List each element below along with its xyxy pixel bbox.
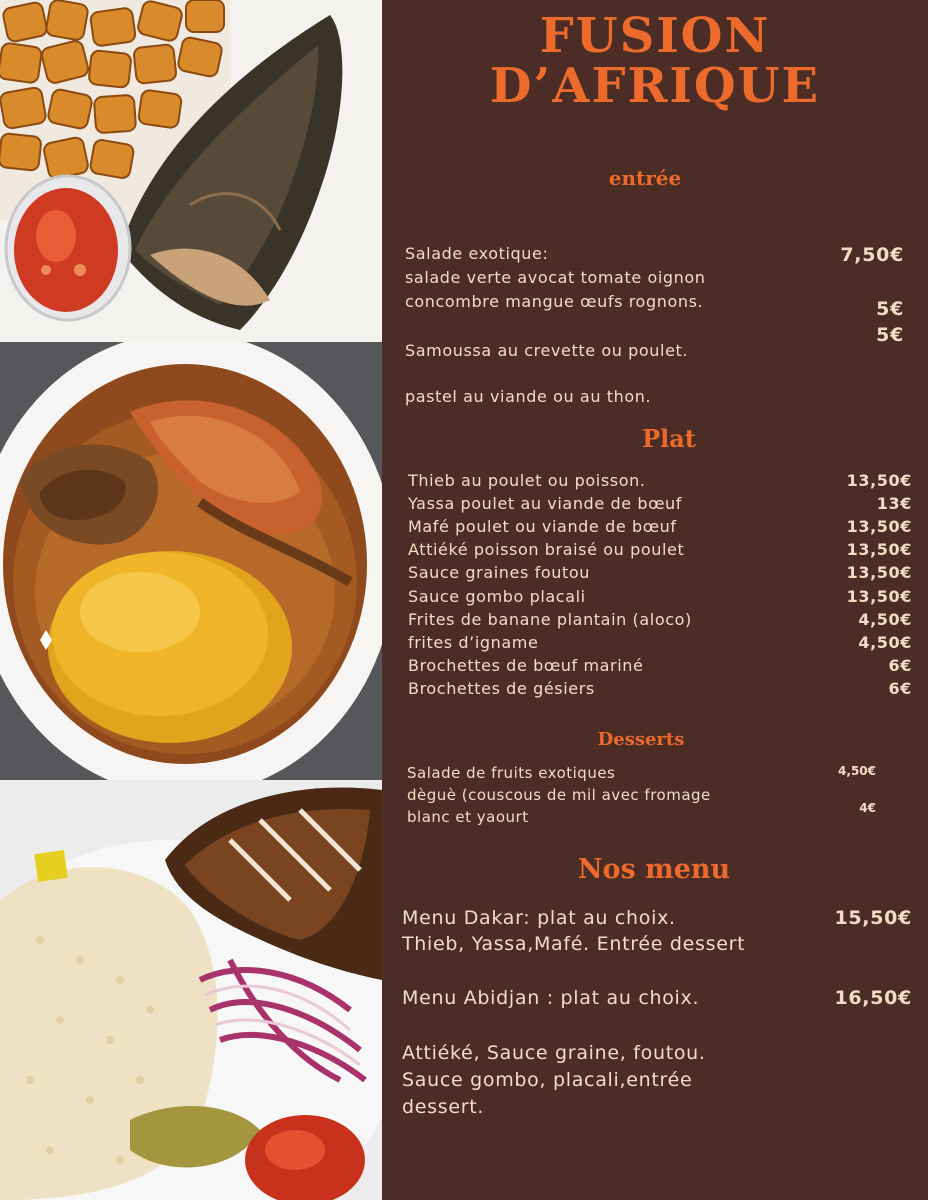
- entree-price: 5€: [876, 324, 904, 346]
- entree-line: salade verte avocat tomate oignon: [405, 268, 706, 287]
- menu-abidjan-price: 16,50€: [834, 987, 912, 1009]
- restaurant-title-line2: D’AFRIQUE: [489, 58, 821, 114]
- entree-line: concombre mangue œufs rognons.: [405, 292, 704, 311]
- entree-line: Salade exotique:: [405, 244, 549, 263]
- entree-line: Samoussa au crevette ou poulet.: [405, 341, 689, 360]
- plat-item-price: 4,50€: [858, 633, 912, 652]
- plat-item-name: Brochettes de bœuf mariné: [408, 656, 644, 675]
- plat-item-price: 6€: [888, 656, 912, 675]
- plat-item-price: 13,50€: [846, 471, 912, 490]
- menu-abidjan-title: Menu Abidjan : plat au choix.: [402, 987, 700, 1009]
- plat-item-name: Mafé poulet ou viande de bœuf: [408, 517, 677, 536]
- section-heading-entree: entrée: [608, 166, 682, 190]
- plat-item-name: Yassa poulet au viande de bœuf: [408, 494, 683, 513]
- menu-dakar-title: Menu Dakar: plat au choix.: [402, 907, 676, 929]
- menu-abidjan-details: Attiéké, Sauce graine, foutou.: [402, 1042, 706, 1064]
- menu-panel: [382, 0, 928, 1200]
- entree-price: 5€: [876, 298, 904, 320]
- menu-dakar-details: Thieb, Yassa,Mafé. Entrée dessert: [402, 933, 746, 955]
- plat-item-price: 13,50€: [846, 517, 912, 536]
- dessert-price: 4€: [859, 801, 876, 815]
- dessert-line: dèguè (couscous de mil avec fromage: [407, 786, 711, 804]
- plat-item-name: Thieb au poulet ou poisson.: [408, 471, 646, 490]
- plat-item-price: 13,50€: [846, 563, 912, 582]
- photo-couscous-fish: [0, 780, 382, 1200]
- plat-item-name: Frites de banane plantain (aloco): [408, 610, 692, 629]
- section-heading-menus: Nos menu: [577, 854, 731, 885]
- menu-dakar-price: 15,50€: [834, 907, 912, 929]
- photo-column: [0, 0, 382, 1200]
- section-heading-plat: Plat: [642, 424, 696, 453]
- dessert-price: 4,50€: [838, 764, 876, 778]
- plat-item-name: Sauce gombo placali: [408, 587, 586, 606]
- photo-grilled-fish: [0, 0, 382, 342]
- plat-item-price: 13,50€: [846, 587, 912, 606]
- menu-abidjan-details: Sauce gombo, placali,entrée: [402, 1069, 693, 1091]
- menu-abidjan-details: dessert.: [402, 1096, 485, 1118]
- dessert-line: blanc et yaourt: [407, 808, 529, 826]
- plat-item-name: Sauce graines foutou: [408, 563, 590, 582]
- plat-item-name: Brochettes de gésiers: [408, 679, 595, 698]
- plat-item-name: Attiéké poisson braisé ou poulet: [408, 540, 685, 559]
- plat-item-price: 13,50€: [846, 540, 912, 559]
- plat-item-price: 4,50€: [858, 610, 912, 629]
- entree-line: pastel au viande ou au thon.: [405, 387, 652, 406]
- plat-item-price: 13€: [876, 494, 912, 513]
- entree-price: 7,50€: [840, 244, 904, 266]
- plat-item-price: 6€: [888, 679, 912, 698]
- section-heading-desserts: Desserts: [597, 729, 685, 750]
- restaurant-title-line1: FUSION: [539, 8, 771, 64]
- dessert-line: Salade de fruits exotiques: [407, 764, 616, 782]
- photo-foutou-sauce: [0, 342, 382, 780]
- plat-item-name: frites d’igname: [408, 633, 539, 652]
